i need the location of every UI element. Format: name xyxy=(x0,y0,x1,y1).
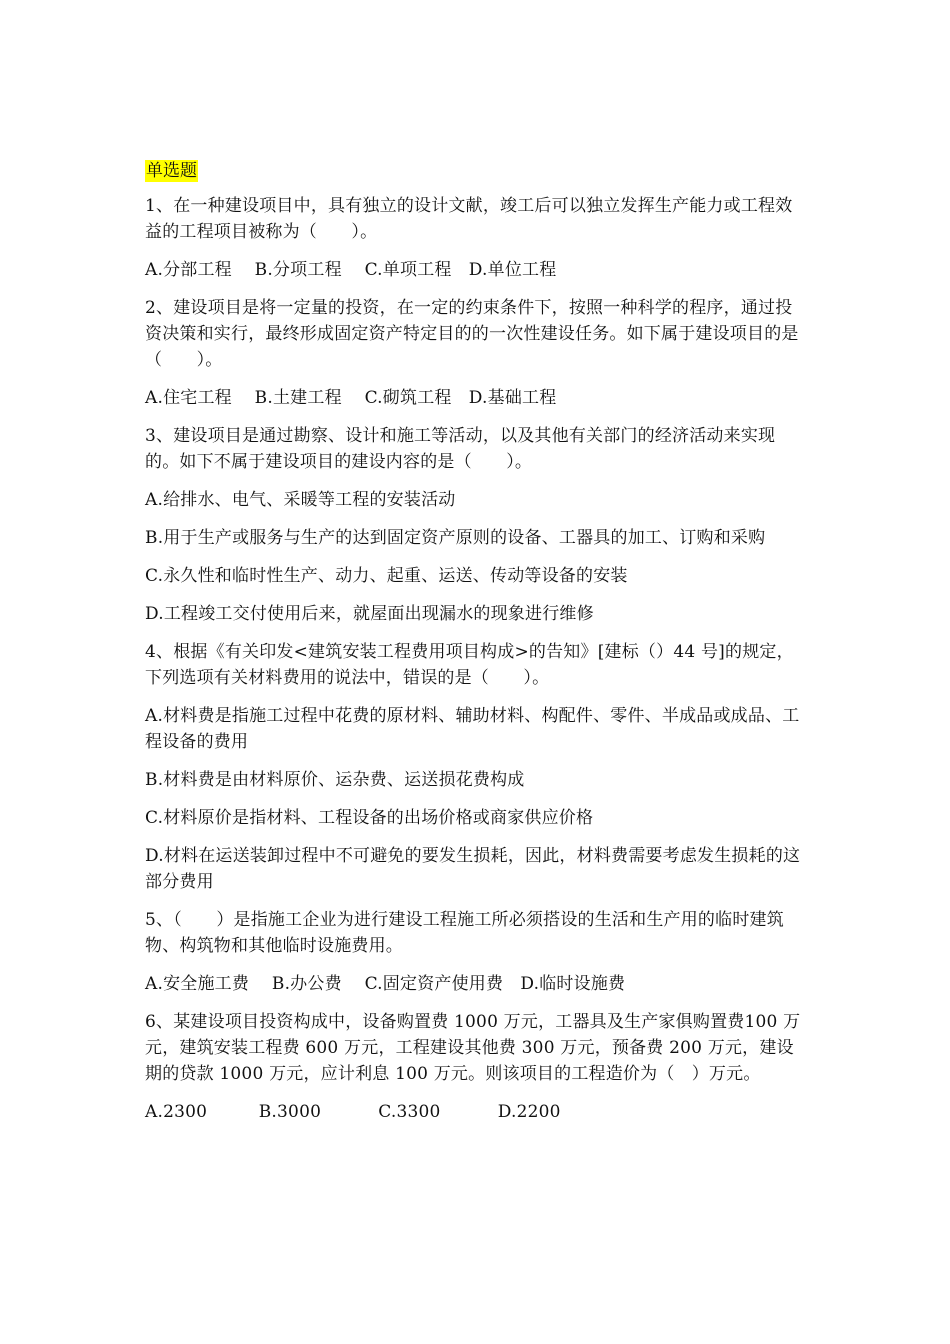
question-5-stem: 5、（ ）是指施工企业为进行建设工程施工所必须搭设的生活和生产用的临时建筑物、构筑物和其他临时设施费用。 xyxy=(145,910,784,956)
question-3-option-c: C.永久性和临时性生产、动力、起重、运送、传动等设备的安装 xyxy=(145,566,628,586)
question-3-stem: 3、建设项目是通过勘察、设计和施工等活动，以及其他有关部门的经济活动来实现的。如下不属于建设项目的建设内容的是（ ）。 xyxy=(145,426,776,472)
question-4-stem: 4、根据《有关印发<建筑安装工程费用项目构成>的告知》[建标（）44 号]的规定，下列选项有关材料费用的说法中，错误的是（ ）。 xyxy=(145,642,794,688)
question-4-option-b: B.材料费是由材料原价、运杂费、运送损花费构成 xyxy=(145,770,525,790)
document-page xyxy=(145,160,805,1137)
question-6-options: A.2300 B.3000 C.3300 D.2200 xyxy=(145,1102,561,1122)
question-6-stem: 6、某建设项目投资构成中，设备购置费 1000 万元，工器具及生产家俱购置费100 万元，建筑安装工程费 600 万元，工程建设其他费 300 万元，预备费 200 万元，建设期的贷款 1000 万元，应计利息 100 万元。则该项目的工程造价为（ ）万元。 xyxy=(145,1012,801,1084)
question-2-stem: 2、建设项目是将一定量的投资，在一定的约束条件下，按照一种科学的程序，通过投资决策和实行，最终形成固定资产特定目的的一次性建设任务。如下属于建设项目的是（ ）。 xyxy=(145,298,799,370)
question-4-option-a: A.材料费是指施工过程中花费的原材料、辅助材料、构配件、零件、半成品或成品、工程设备的费用 xyxy=(145,706,800,752)
question-5-options: A.安全施工费 B.办公费 C.固定资产使用费 D.临时设施费 xyxy=(145,974,626,994)
question-4-option-c: C.材料原价是指材料、工程设备的出场价格或商家供应价格 xyxy=(145,808,594,828)
section-title: 单选题 xyxy=(146,161,197,181)
question-2-options: A.住宅工程 B.土建工程 C.砌筑工程 D.基础工程 xyxy=(145,388,557,408)
question-3-option-d: D.工程竣工交付使用后来，就屋面出现漏水的现象进行维修 xyxy=(145,604,594,624)
question-4-option-d: D.材料在运送装卸过程中不可避免的要发生损耗，因此，材料费需要考虑发生损耗的这部分费用 xyxy=(145,846,801,892)
question-3-option-b: B.用于生产或服务与生产的达到固定资产原则的设备、工器具的加工、订购和采购 xyxy=(145,528,766,548)
question-3-option-a: A.给排水、电气、采暖等工程的安装活动 xyxy=(145,490,456,510)
question-1-stem: 1、在一种建设项目中，具有独立的设计文献，竣工后可以独立发挥生产能力或工程效益的工程项目被称为（ ）。 xyxy=(145,196,793,242)
question-1-options: A.分部工程 B.分项工程 C.单项工程 D.单位工程 xyxy=(145,260,557,280)
